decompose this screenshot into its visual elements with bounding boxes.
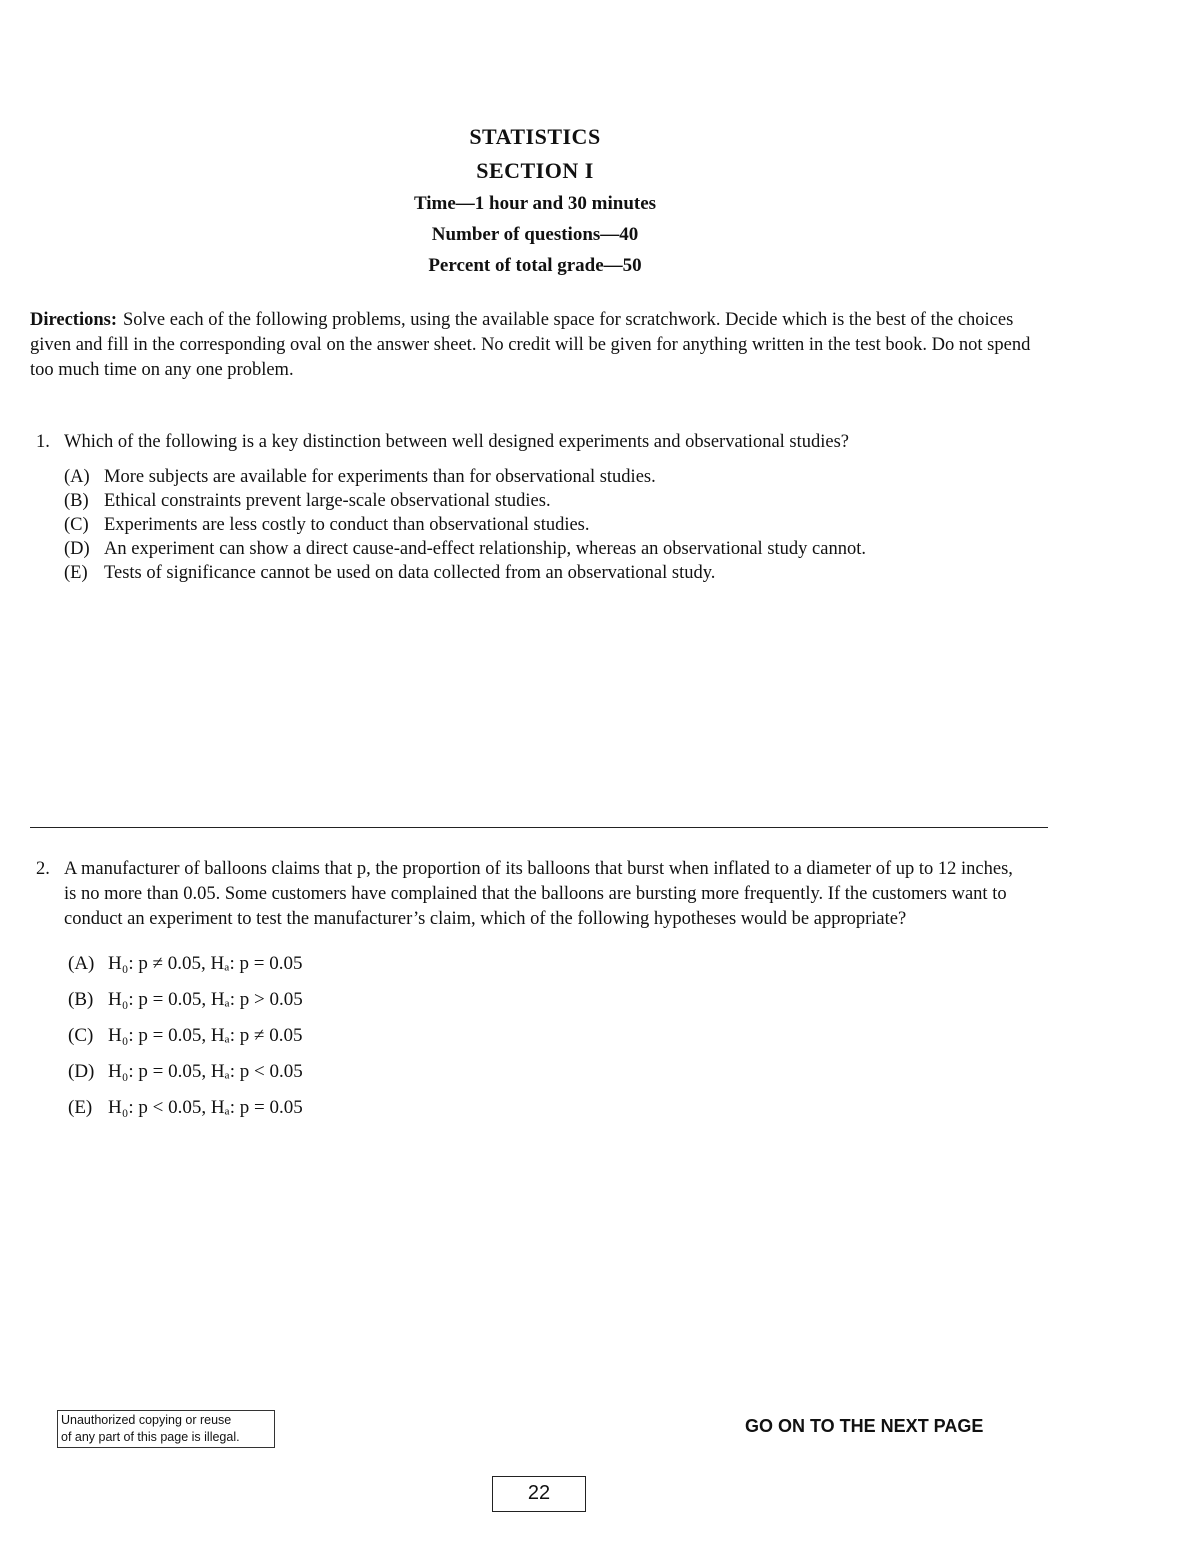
answer-choice — [68, 1090, 1026, 1126]
section-header — [0, 120, 1070, 281]
choice-letter: (E) — [64, 563, 88, 583]
answer-choice — [64, 561, 1026, 585]
notice-line: of any part of this page is illegal. — [61, 1430, 240, 1444]
question-number: 1. — [36, 432, 50, 452]
question-stem — [36, 430, 1026, 455]
question-1 — [36, 430, 1026, 585]
answer-choices — [64, 465, 1026, 585]
answer-choice — [64, 465, 1026, 489]
choice-letter: (C) — [68, 1025, 94, 1046]
choice-text: H₀: p ≠ 0.05, Hₐ: p = 0.05 — [108, 953, 303, 974]
subject-title: STATISTICS — [469, 124, 601, 149]
question-number: 2. — [36, 859, 50, 879]
copyright-notice — [57, 1410, 275, 1448]
next-page-label: GO ON TO THE NEXT PAGE — [745, 1416, 984, 1436]
answer-choice — [68, 1018, 1026, 1054]
answer-choice — [64, 513, 1026, 537]
answer-choices — [68, 946, 1026, 1126]
choice-letter: (A) — [64, 467, 90, 487]
choice-text: H₀: p = 0.05, Hₐ: p ≠ 0.05 — [108, 1025, 303, 1046]
question-text: Which of the following is a key distinction between well designed experiments and observational studies? — [64, 432, 850, 452]
directions-text: Solve each of the following problems, using the available space for scratchwork. Decide which is the best of the choices given and fill in the corresponding oval on the answer sheet. No credit will be given for anything written in the test book. Do not spend too much time on any one problem. — [30, 310, 1031, 380]
choice-letter: (C) — [64, 515, 89, 535]
choice-text: Experiments are less costly to conduct than observational studies. — [104, 515, 590, 535]
choice-text: Tests of significance cannot be used on data collected from an observational study. — [104, 563, 716, 583]
section-title: SECTION I — [476, 158, 594, 183]
choice-letter: (E) — [68, 1097, 93, 1118]
grade-percent: Percent of total grade—50 — [428, 255, 642, 276]
notice-line: Unauthorized copying or reuse — [61, 1413, 232, 1427]
question-text: A manufacturer of balloons claims that p, the proportion of its balloons that burst when inflated to a diameter of up to 12 inches, is no more than 0.05. Some customers have complained that the balloons are bursting more frequently. If the customers want to conduct an experiment to test the manufacturer’s claim, which of the following hypotheses would be appropriate? — [64, 859, 1013, 929]
question-stem — [36, 857, 1026, 932]
time-limit: Time—1 hour and 30 minutes — [413, 193, 657, 214]
question-2 — [36, 857, 1026, 1126]
page-number: 22 — [492, 1476, 586, 1512]
choice-text: Ethical constraints prevent large-scale observational studies. — [104, 491, 551, 511]
choice-letter: (D) — [68, 1061, 95, 1082]
answer-choice — [68, 946, 1026, 982]
choice-letter: (A) — [68, 953, 95, 974]
answer-choice — [64, 489, 1026, 513]
answer-choice — [68, 1054, 1026, 1090]
choice-text: H₀: p = 0.05, Hₐ: p < 0.05 — [108, 1061, 303, 1082]
answer-choice — [64, 537, 1026, 561]
question-count: Number of questions—40 — [431, 224, 639, 245]
choice-letter: (B) — [68, 989, 94, 1010]
choice-text: H₀: p = 0.05, Hₐ: p > 0.05 — [108, 989, 303, 1010]
answer-choice — [68, 982, 1026, 1018]
choice-text: An experiment can show a direct cause-and-effect relationship, whereas an observational study cannot. — [104, 539, 866, 559]
directions — [30, 308, 1040, 383]
choice-letter: (D) — [64, 539, 90, 559]
choice-text: More subjects are available for experiments than for observational studies. — [104, 467, 656, 487]
choice-letter: (B) — [64, 491, 89, 511]
choice-text: H₀: p < 0.05, Hₐ: p = 0.05 — [108, 1097, 303, 1118]
question-divider — [30, 827, 1048, 828]
directions-label: Directions: — [30, 310, 117, 330]
